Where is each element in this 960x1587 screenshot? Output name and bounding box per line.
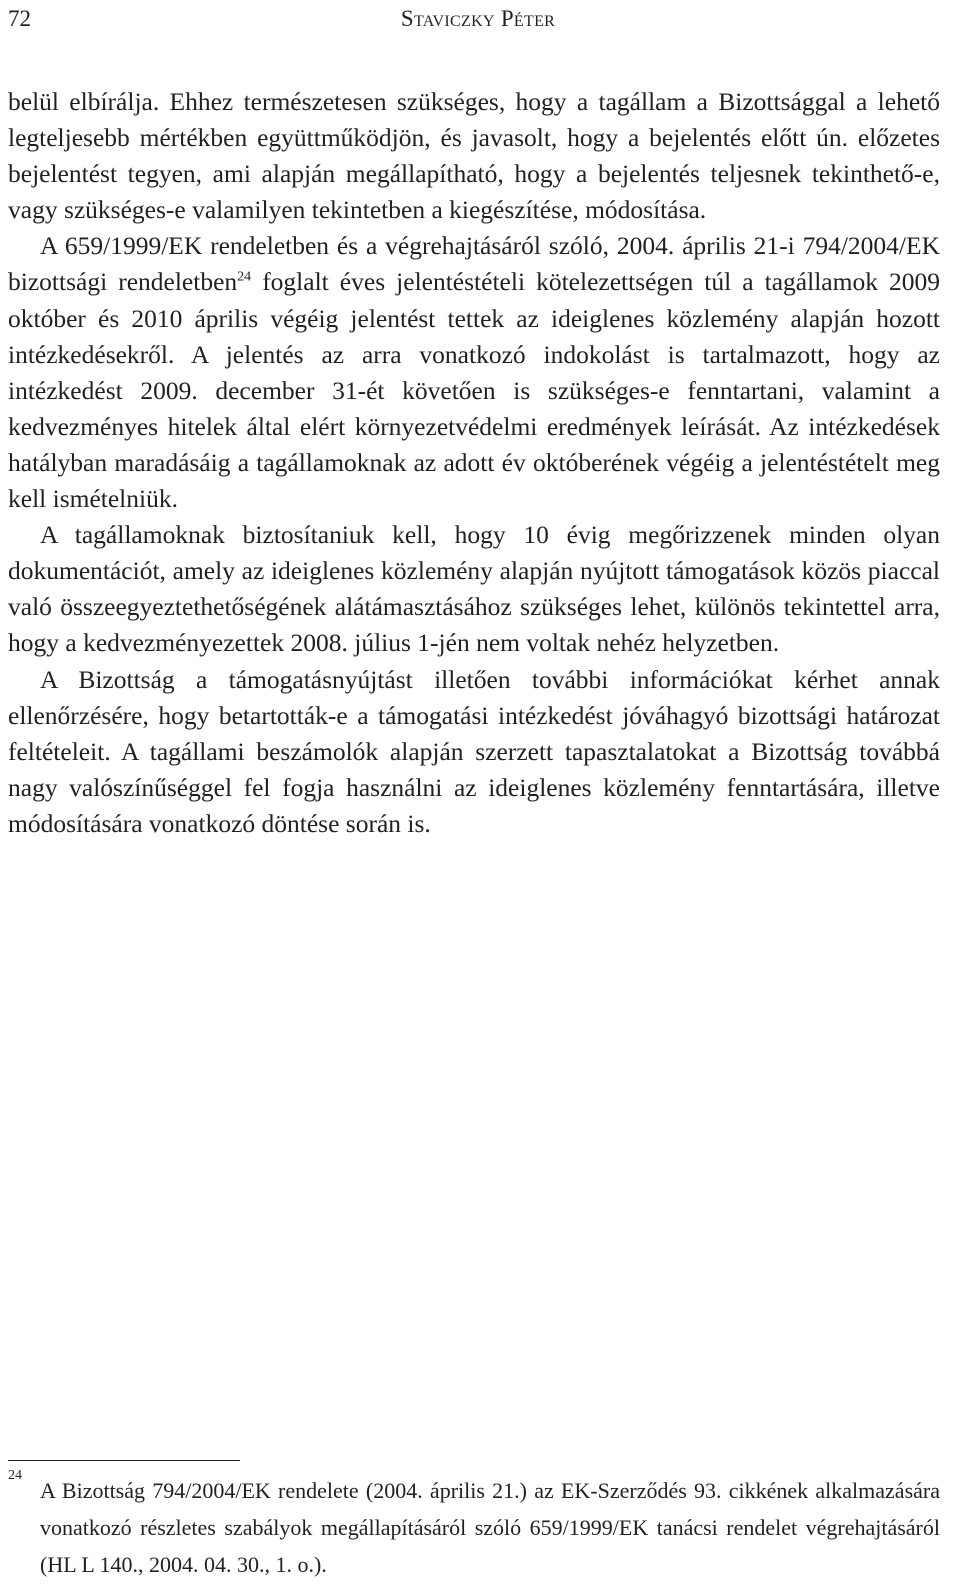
footnotes xyxy=(8,1468,940,1583)
running-head xyxy=(8,2,948,36)
paragraph-3: A tagállamoknak biztosítaniuk kell, hogy 10 évig megőrizzenek minden olyan dokumentációt, amely az ideiglenes közlemény alapján nyújtott támogatások közös piaccal való összeegyeztethetőségének alátámasztásához szükséges lehet, különös tekintettel arra, hogy a kedvezményezettek 2008. július 1-jén nem voltak nehéz helyzetben. xyxy=(8,520,940,658)
running-header-author: Staviczky Péter xyxy=(400,6,556,31)
paragraph-2-start: A 659/1999/EK rendeletben és a végrehajtásáról szóló, 2004. április 21-i 794/2004/EK bizottsági rendeletben xyxy=(8,231,940,297)
paragraph-1: belül elbírálja. Ehhez természetesen szükséges, hogy a tagállam a Bizottsággal a lehető legteljesebb mértékben együttműködjön, és javasolt, hogy a bejelentés előtt ún. előzetes bejelentést tegyen, ami alapján megállapítható, hogy a bejelentés teljesnek tekinthető-e, vagy szükséges-e valamilyen tekintetben a kiegészítése, módosítása. xyxy=(8,87,940,225)
footnote-text: A Bizottság 794/2004/EK rendelete (2004. április 21.) az EK-Szerződés 93. cikkének alkalmazására vonatkozó részletes szabályok megállapításáról szóló 659/1999/EK tanácsi rendelet végrehajtásáról (HL L 140., 2004. 04. 30., 1. o.). xyxy=(40,1478,940,1577)
footnote-separator xyxy=(8,1460,240,1461)
paragraph-2 xyxy=(8,228,940,517)
footnote-24 xyxy=(8,1468,940,1583)
footnote-reference-24[interactable]: 24 xyxy=(237,269,252,285)
paragraph-4: A Bizottság a támogatásnyújtást illetően további információkat kérhet annak ellenőrzésére, hogy betartották-e a támogatási intézkedést jóváhagyó bizottsági határozat feltételeit. A tagállami beszámolók alapján szerzett tapasztalatokat a Bizottság továbbá nagy valószínűséggel fel fogja használni az ideiglenes közlemény fenntartására, illetve módosítására vonatkozó döntése során is. xyxy=(8,664,940,838)
page-number: 72 xyxy=(8,6,31,31)
paragraph-2-end: foglalt éves jelentéstételi kötelezettségen túl a tagállamok 2009 október és 2010 április végéig jelentést tettek az ideiglenes közlemény alapján hozott intézkedésekről. A jelentés az arra vonatkozó indokolást is tartalmazott, hogy az intézkedést 2009. december 31-ét követően is szükséges-e fenntartani, valamint a kedvezményes hitelek által elért környezetvédelmi eredmények leírását. Az intézkedések hatályban maradásáig a tagállamoknak az adott év októberének végéig a jelentéstételt meg kell ismételniük. xyxy=(8,267,940,514)
footnote-mark: 24 xyxy=(8,1468,22,1483)
body-text xyxy=(8,84,940,842)
